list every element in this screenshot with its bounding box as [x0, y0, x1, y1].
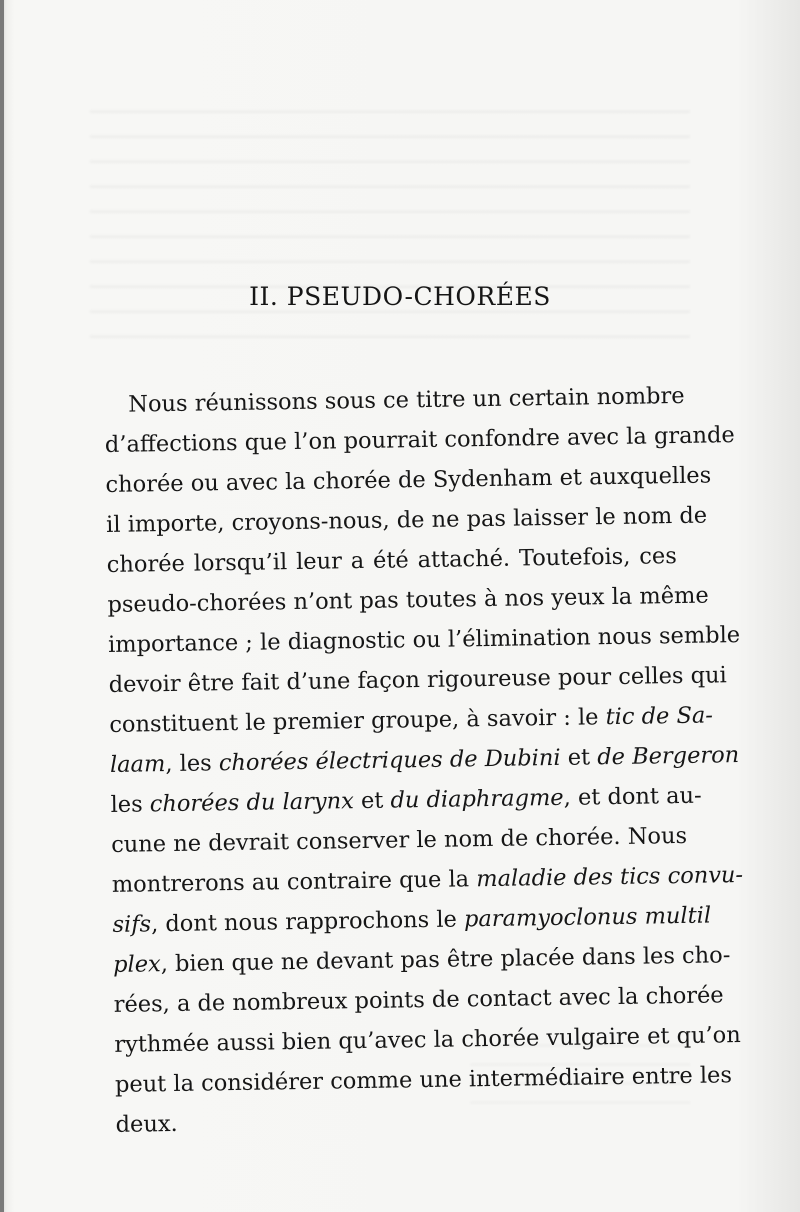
body-paragraph — [104, 376, 744, 1145]
text-run: rées, a de nombreux points de contact avec la chorée — [113, 982, 724, 1018]
text-run: et — [560, 744, 598, 771]
italic-text: chorées du larynx — [149, 788, 355, 818]
text-run: , bien que ne devant pas être placée dans les cho- — [160, 942, 731, 978]
text-run: , et dont au- — [563, 782, 702, 811]
italic-text: du diaphragme — [390, 784, 564, 814]
text-run: montrerons au contraire que la — [111, 866, 477, 898]
text-run: chorée ou avec la chorée de Sydenham et auxquelles — [105, 462, 712, 498]
italic-text: maladie des tics convu- — [476, 862, 744, 893]
italic-text: paramyoclonus multil — [463, 902, 712, 933]
italic-text: chorées électriques de Dubini — [218, 744, 561, 777]
text-run: d’affections que l’on pourrait confondre avec la grande — [104, 422, 735, 458]
text-run: il importe, croyons-nous, de ne pas laisser le nom de — [105, 502, 708, 538]
text-run: cune ne devrait conserver le nom de chorée. Nous — [111, 822, 688, 858]
text-run: rythmée aussi bien qu’avec la chorée vulgaire et qu’on — [114, 1022, 741, 1058]
text-run: constituent le premier groupe, à savoir : le — [109, 704, 606, 738]
italic-text: plex — [112, 951, 161, 978]
text-run: devoir être fait d’une façon rigoureuse pour celles qui — [108, 662, 727, 698]
italic-text: tic de Sa- — [605, 702, 714, 731]
text-run: peut la considérer comme une intermédiaire entre les — [114, 1062, 733, 1098]
text-run: importance ; le diagnostic ou l’élimination nous semble — [107, 622, 741, 658]
text-run: , les — [165, 750, 220, 778]
text-run: pseudo-chorées n’ont pas toutes à nos yeux la même — [107, 582, 709, 618]
show-through-text-top — [90, 100, 690, 360]
italic-text: laam — [109, 751, 166, 778]
italic-text: sifs — [112, 911, 152, 938]
text-run: deux. — [115, 1110, 178, 1138]
page-binding-edge — [0, 0, 4, 1212]
text-run: , dont nous rapprochons le — [150, 906, 465, 938]
text-run: les — [110, 791, 151, 818]
text-run: chorée lorsqu’il leur a été attaché. Toutefois, ces — [106, 543, 677, 578]
text-run: et — [353, 787, 391, 815]
text-run: Nous réunissons sous ce titre un certain nombre — [128, 382, 685, 418]
section-title: II. PSEUDO-CHORÉES — [249, 282, 551, 311]
italic-text: de Bergeron — [597, 742, 740, 771]
